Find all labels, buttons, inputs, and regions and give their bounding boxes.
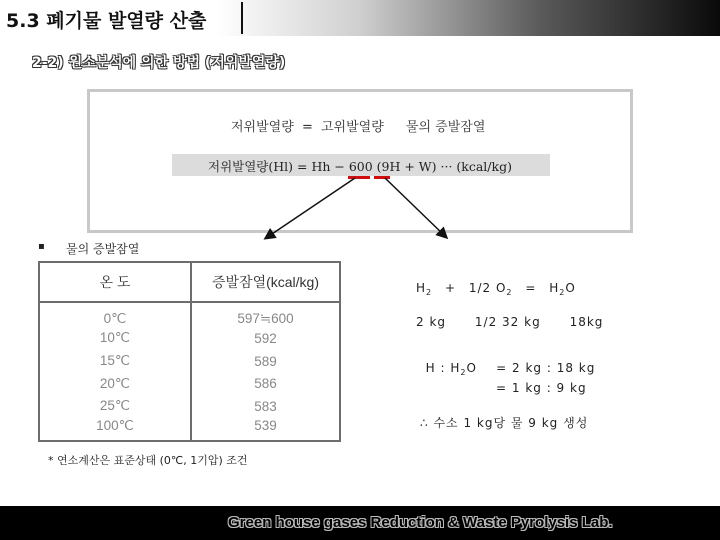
table-row (39, 395, 340, 418)
reaction-plus: + (444, 281, 457, 295)
table-cell-temp: 15℃ (99, 353, 131, 369)
table-cell-heat: 589 (191, 350, 340, 373)
formula-high-heat: 고위발열량 (320, 120, 384, 135)
table-cell-heat: 597≒600 (191, 302, 340, 327)
ratio-tail: O = 2 kg : 18 kg (466, 361, 596, 375)
formula-minus: = (301, 120, 313, 135)
formula-low-heat: 저위발열량 (231, 120, 294, 135)
reaction-h2-sub: 2 (426, 288, 433, 297)
table-row (39, 327, 340, 350)
evaporation-table (38, 261, 341, 442)
table-cell-heat: 592 (191, 327, 340, 350)
reaction-h2: H (416, 281, 427, 295)
ratio-lead: H : H (425, 361, 461, 375)
table-row (39, 372, 340, 395)
footnote: * 연소계산은 표준상태 (0℃, 1기압) 조건 (48, 454, 248, 467)
bullet-label: 물의 증발잠열 (66, 242, 140, 256)
reaction-o2-sub: 2 (506, 288, 513, 297)
arrow-left (266, 178, 355, 238)
reaction-h2o: H (549, 281, 560, 295)
table-cell-heat: 586 (191, 372, 340, 395)
table-row (39, 302, 340, 327)
reaction-h2o-end: O (565, 281, 576, 295)
table-cell-temp: 25℃ (99, 398, 131, 414)
bullet-marker: ▪ (38, 241, 45, 252)
reaction-ratio (416, 347, 595, 377)
table-cell-heat: 583 (191, 395, 340, 418)
footer-lab-name: Green house gases Reduction & Waste Pyrolysis Lab. (228, 514, 613, 531)
slide-subtitle: 2-2) 원소분석에 의한 방법 (저위발열량) (32, 55, 286, 71)
table-header-heat: 증발잠열(kcal/kg) (191, 262, 340, 302)
table-header-temp: 온 도 (39, 262, 191, 302)
reaction-equation (416, 281, 576, 297)
arrow-right (385, 178, 446, 237)
table-cell-temp: 100℃ (96, 417, 134, 433)
ratio-sub: 2 (460, 368, 467, 377)
table-cell-temp: 10℃ (99, 330, 131, 346)
reaction-h2o-sub: 2 (559, 288, 566, 297)
table-cell-temp: 20℃ (99, 375, 131, 391)
footer-bar (0, 506, 720, 540)
reaction-equals: = (525, 281, 537, 295)
reaction-o2: 1/2 O (468, 281, 507, 295)
reaction-conclusion: ∴ 수소 1 kg당 물 9 kg 생성 (420, 416, 589, 430)
formula-evap-heat: 물의 증발잠열 (405, 120, 486, 135)
table-cell-temp: 0℃ (103, 311, 127, 326)
table-row (39, 350, 340, 373)
table-header-row (39, 262, 340, 302)
reaction-masses: 2 kg 1/2 32 kg 18kg (416, 315, 604, 329)
table-row (39, 418, 340, 441)
formula-equation: 저위발열량(Hl) = Hh − 600 (9H + W) ··· (kcal/kg) (172, 154, 550, 176)
slide-title: 5.3 폐기물 발열량 산출 (6, 10, 207, 32)
table-cell-heat: 539 (191, 418, 340, 441)
reaction-ratio-2: = 1 kg : 9 kg (496, 381, 587, 395)
